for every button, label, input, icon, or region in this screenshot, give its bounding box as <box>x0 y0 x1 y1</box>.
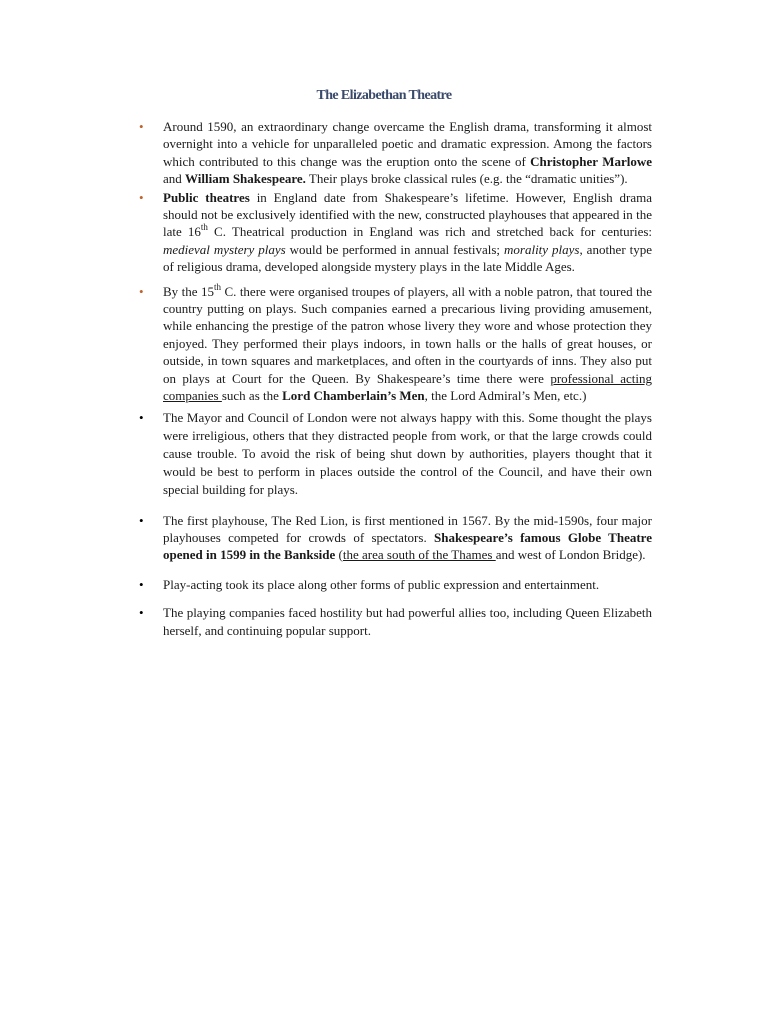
bullet-icon: • <box>139 605 144 621</box>
bullet-icon: • <box>139 576 144 592</box>
text-run: ( <box>335 547 343 563</box>
bullet-list <box>0 118 768 639</box>
italic-text: morality plays <box>504 241 580 257</box>
text-run: Their plays broke classical rules (e.g. the “dramatic unities”). <box>305 171 628 187</box>
underlined-text: professional acting companies <box>163 370 652 404</box>
text-run: The first playhouse, The Red Lion, is first mentioned in 1567. By the mid-1590s, four major playhouses competed for crowds of spectators. <box>163 512 652 545</box>
text-run: Play-acting took its place along other forms of public expression and entertainment. <box>163 576 600 592</box>
bullet-icon: • <box>139 189 144 205</box>
list-item-mayor-council <box>139 409 652 500</box>
superscript: th <box>200 222 208 233</box>
italic-text: medieval mystery plays <box>163 241 286 257</box>
text-run: Around 1590, an extraordinary change overcame the English drama, transforming it almost overnight into a vehicle for unparalleled poetic and dramatic expression. Among the factors which contributed to this change was the eruption onto the scene of <box>163 119 652 169</box>
bold-text: Christopher Marlowe <box>530 153 652 169</box>
bullet-icon: • <box>139 409 144 425</box>
text-run: such as the <box>221 388 283 404</box>
text-run: would be performed in annual festivals; <box>285 241 505 257</box>
bold-text: William Shakespeare. <box>185 171 306 187</box>
list-item-marlowe-shakespeare <box>139 118 652 188</box>
text-run: , the Lord Admiral’s Men, etc.) <box>424 388 587 404</box>
list-item-play-acting <box>139 576 652 593</box>
text-run: The playing companies faced hostility but had powerful allies too, including Queen Elizabeth herself, and continuing popular support. <box>163 605 652 638</box>
underlined-text: the area south of the Thames <box>342 547 496 563</box>
text-run: C. there were organised troupes of players, all with a noble patron, that toured the country putting on plays. Such companies earned a precarious living providing amusement, while enhancing the prestige of the patron whose livery they wore and whose protection they enjoyed. They performed their plays indoors, in town halls or the halls of great houses, or outside, in town squares and marketplaces, and often in the courtyards of inns. They also put on plays at Court for the Queen. By Shakespeare’s time there were <box>163 283 652 386</box>
superscript: th <box>213 281 221 292</box>
list-item-public-theatres <box>139 189 653 276</box>
text-run: and <box>163 171 186 187</box>
bullet-icon: • <box>139 283 144 299</box>
list-item-troupes <box>139 281 652 405</box>
text-run: and west of London Bridge). <box>495 547 646 563</box>
text-run: , another type of religious drama, developed alongside mystery plays in the late Middle Ages. <box>163 241 652 275</box>
page-title: The Elizabethan Theatre <box>316 88 452 103</box>
list-item-first-playhouse <box>139 512 652 564</box>
text-run: in England date from Shakespeare’s lifetime. However, English drama should not be exclusively identified with the new, constructed playhouses that appeared in the late 16 <box>163 189 652 240</box>
text-run: By the 15 <box>163 283 214 299</box>
text-run: C. Theatrical production in England was rich and stretched back for centuries: <box>207 224 653 240</box>
bold-text: Shakespeare’s famous Globe Theatre opened in 1599 in the Bankside <box>163 529 652 563</box>
bold-text: Public theatres <box>163 189 250 205</box>
list-item-playing-companies <box>139 604 652 639</box>
text-run: The Mayor and Council of London were not always happy with this. Some thought the plays were irreligious, others that they distracted people from work, or that the large crowds could cause trouble. To avoid the risk of being shut down by authorities, players thought that it would be best to perform in places outside the control of the Council, and have their own special building for plays. <box>163 409 652 498</box>
bullet-icon: • <box>139 119 144 134</box>
bullet-icon: • <box>139 512 144 528</box>
bold-text: Lord Chamberlain’s Men <box>282 388 425 404</box>
